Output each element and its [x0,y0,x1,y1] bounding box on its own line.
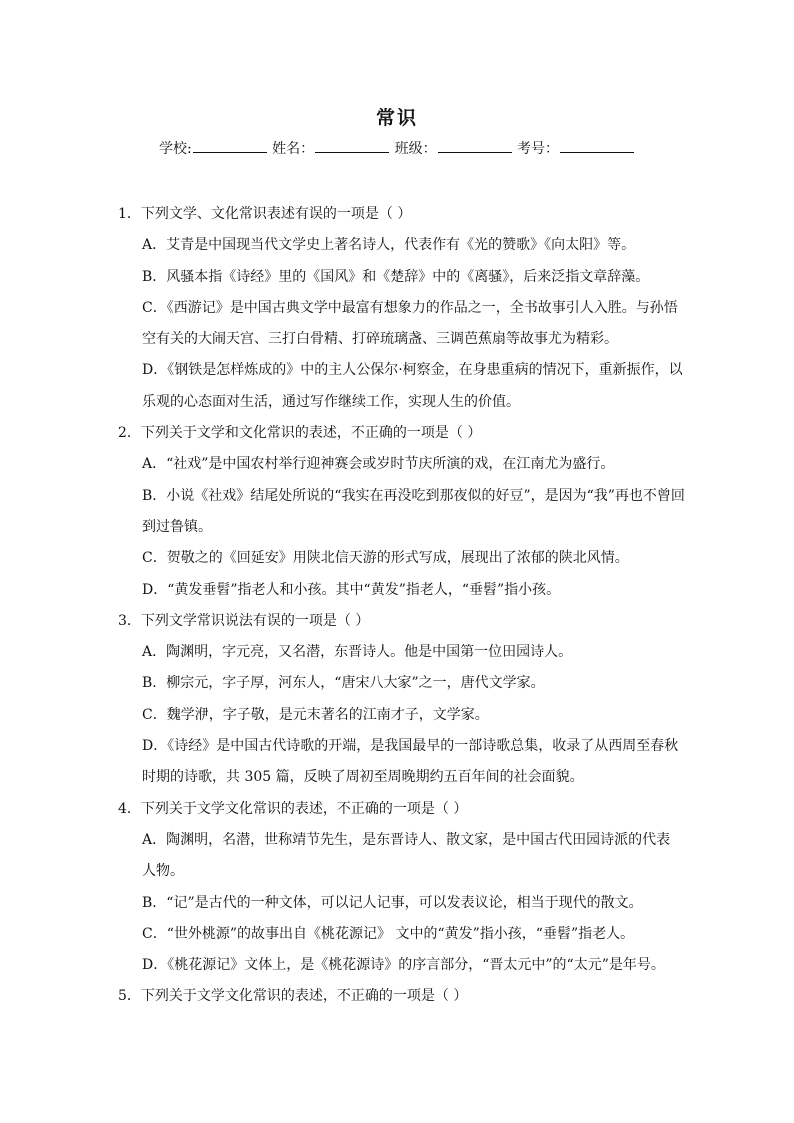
option-d-continued: 时期的诗歌，共 305 篇，反映了周初至周晚期约五百年间的社会面貌。 [142,769,584,786]
option-b-continued: 到过鲁镇。 [142,518,212,535]
option-a: A．陶渊明，字元亮，又名潜，东晋诗人。他是中国第一位田园诗人。 [142,644,573,661]
option-a: A．陶渊明，名潜，世称靖节先生，是东晋诗人、散文家，是中国古代田园诗派的代表 [142,831,671,848]
school-label: 学校: [158,141,192,157]
option-c: C．《西游记》是中国古典文学中最富有想象力的作品之一，全书故事引人入胜。与孙悟 [142,299,678,316]
option-c: C．贺敬之的《回延安》用陕北信天游的形式写成，展现出了浓郁的陕北风情。 [142,550,629,567]
exam-number-blank[interactable] [560,139,634,153]
name-blank[interactable] [315,139,389,153]
class-label: 班级： [394,141,437,157]
option-d: D．《诗经》是中国古代诗歌的开端，是我国最早的一部诗歌总集，收录了从西周至春秋 [142,738,679,755]
option-c: C．“世外桃源”的故事出自《桃花源记》 文中的“黄发”指小孩，“垂髫”指老人。 [142,925,635,942]
option-d: D．“黄发垂髫”指老人和小孩。其中“黄发”指老人，“垂髫”指小孩。 [142,581,561,598]
option-b: B．风骚本指《诗经》里的《国风》和《楚辞》中的《离骚》，后来泛指文章辞藻。 [142,268,650,285]
option-d-continued: 乐观的心态面对生活，通过写作继续工作，实现人生的价值。 [142,393,520,410]
question-stem: 2．下列关于文学和文化常识的表述，不正确的一项是（ ） [118,425,482,442]
option-d: D．《钢铁是怎样炼成的》中的主人公保尔·柯察金，在身患重病的情况下，重新振作，以 [142,362,683,379]
option-b: B．“记”是古代的一种文体，可以记人记事，可以发表议论，相当于现代的散文。 [142,894,643,911]
exam-number-label: 考号： [517,141,560,157]
option-d: D．《桃花源记》文体上，是《桃花源诗》的序言部分，“晋太元中”的“太元”是年号。 [142,957,665,974]
school-blank[interactable] [193,139,267,153]
question-stem: 1．下列文学、文化常识表述有误的一项是（ ） [118,206,412,222]
name-label: 姓名： [272,141,315,157]
option-a-continued: 人物。 [142,863,184,880]
option-a: A．艾青是中国现当代文学史上著名诗人，代表作有《光的赞歌》《向太阳》等。 [142,237,636,254]
option-c-continued: 空有关的大闹天宫、三打白骨精、打碎琉璃盏、三调芭蕉扇等故事尤为精彩。 [142,331,618,348]
student-info-line [0,139,794,158]
option-a: A．“社戏”是中国农村举行迎神赛会或岁时节庆所演的戏，在江南尤为盛行。 [142,456,615,473]
option-b: B．柳宗元，字子厚，河东人，“唐宋八大家”之一，唐代文学家。 [142,675,545,692]
question-stem: 3．下列文学常识说法有误的一项是（ ） [118,612,370,629]
question-stem: 5．下列关于文学文化常识的表述，不正确的一项是（ ） [118,988,468,1005]
option-c: C．魏学洢，字子敬，是元末著名的江南才子，文学家。 [142,706,489,723]
class-blank[interactable] [438,139,512,153]
question-stem: 4．下列关于文学文化常识的表述，不正确的一项是（ ） [118,800,468,817]
option-b: B．小说《社戏》结尾处所说的“我实在再没吃到那夜似的好豆”，是因为“我”再也不曾回 [142,487,685,504]
question-list [118,202,685,1016]
page-title: 常识 [375,107,418,129]
